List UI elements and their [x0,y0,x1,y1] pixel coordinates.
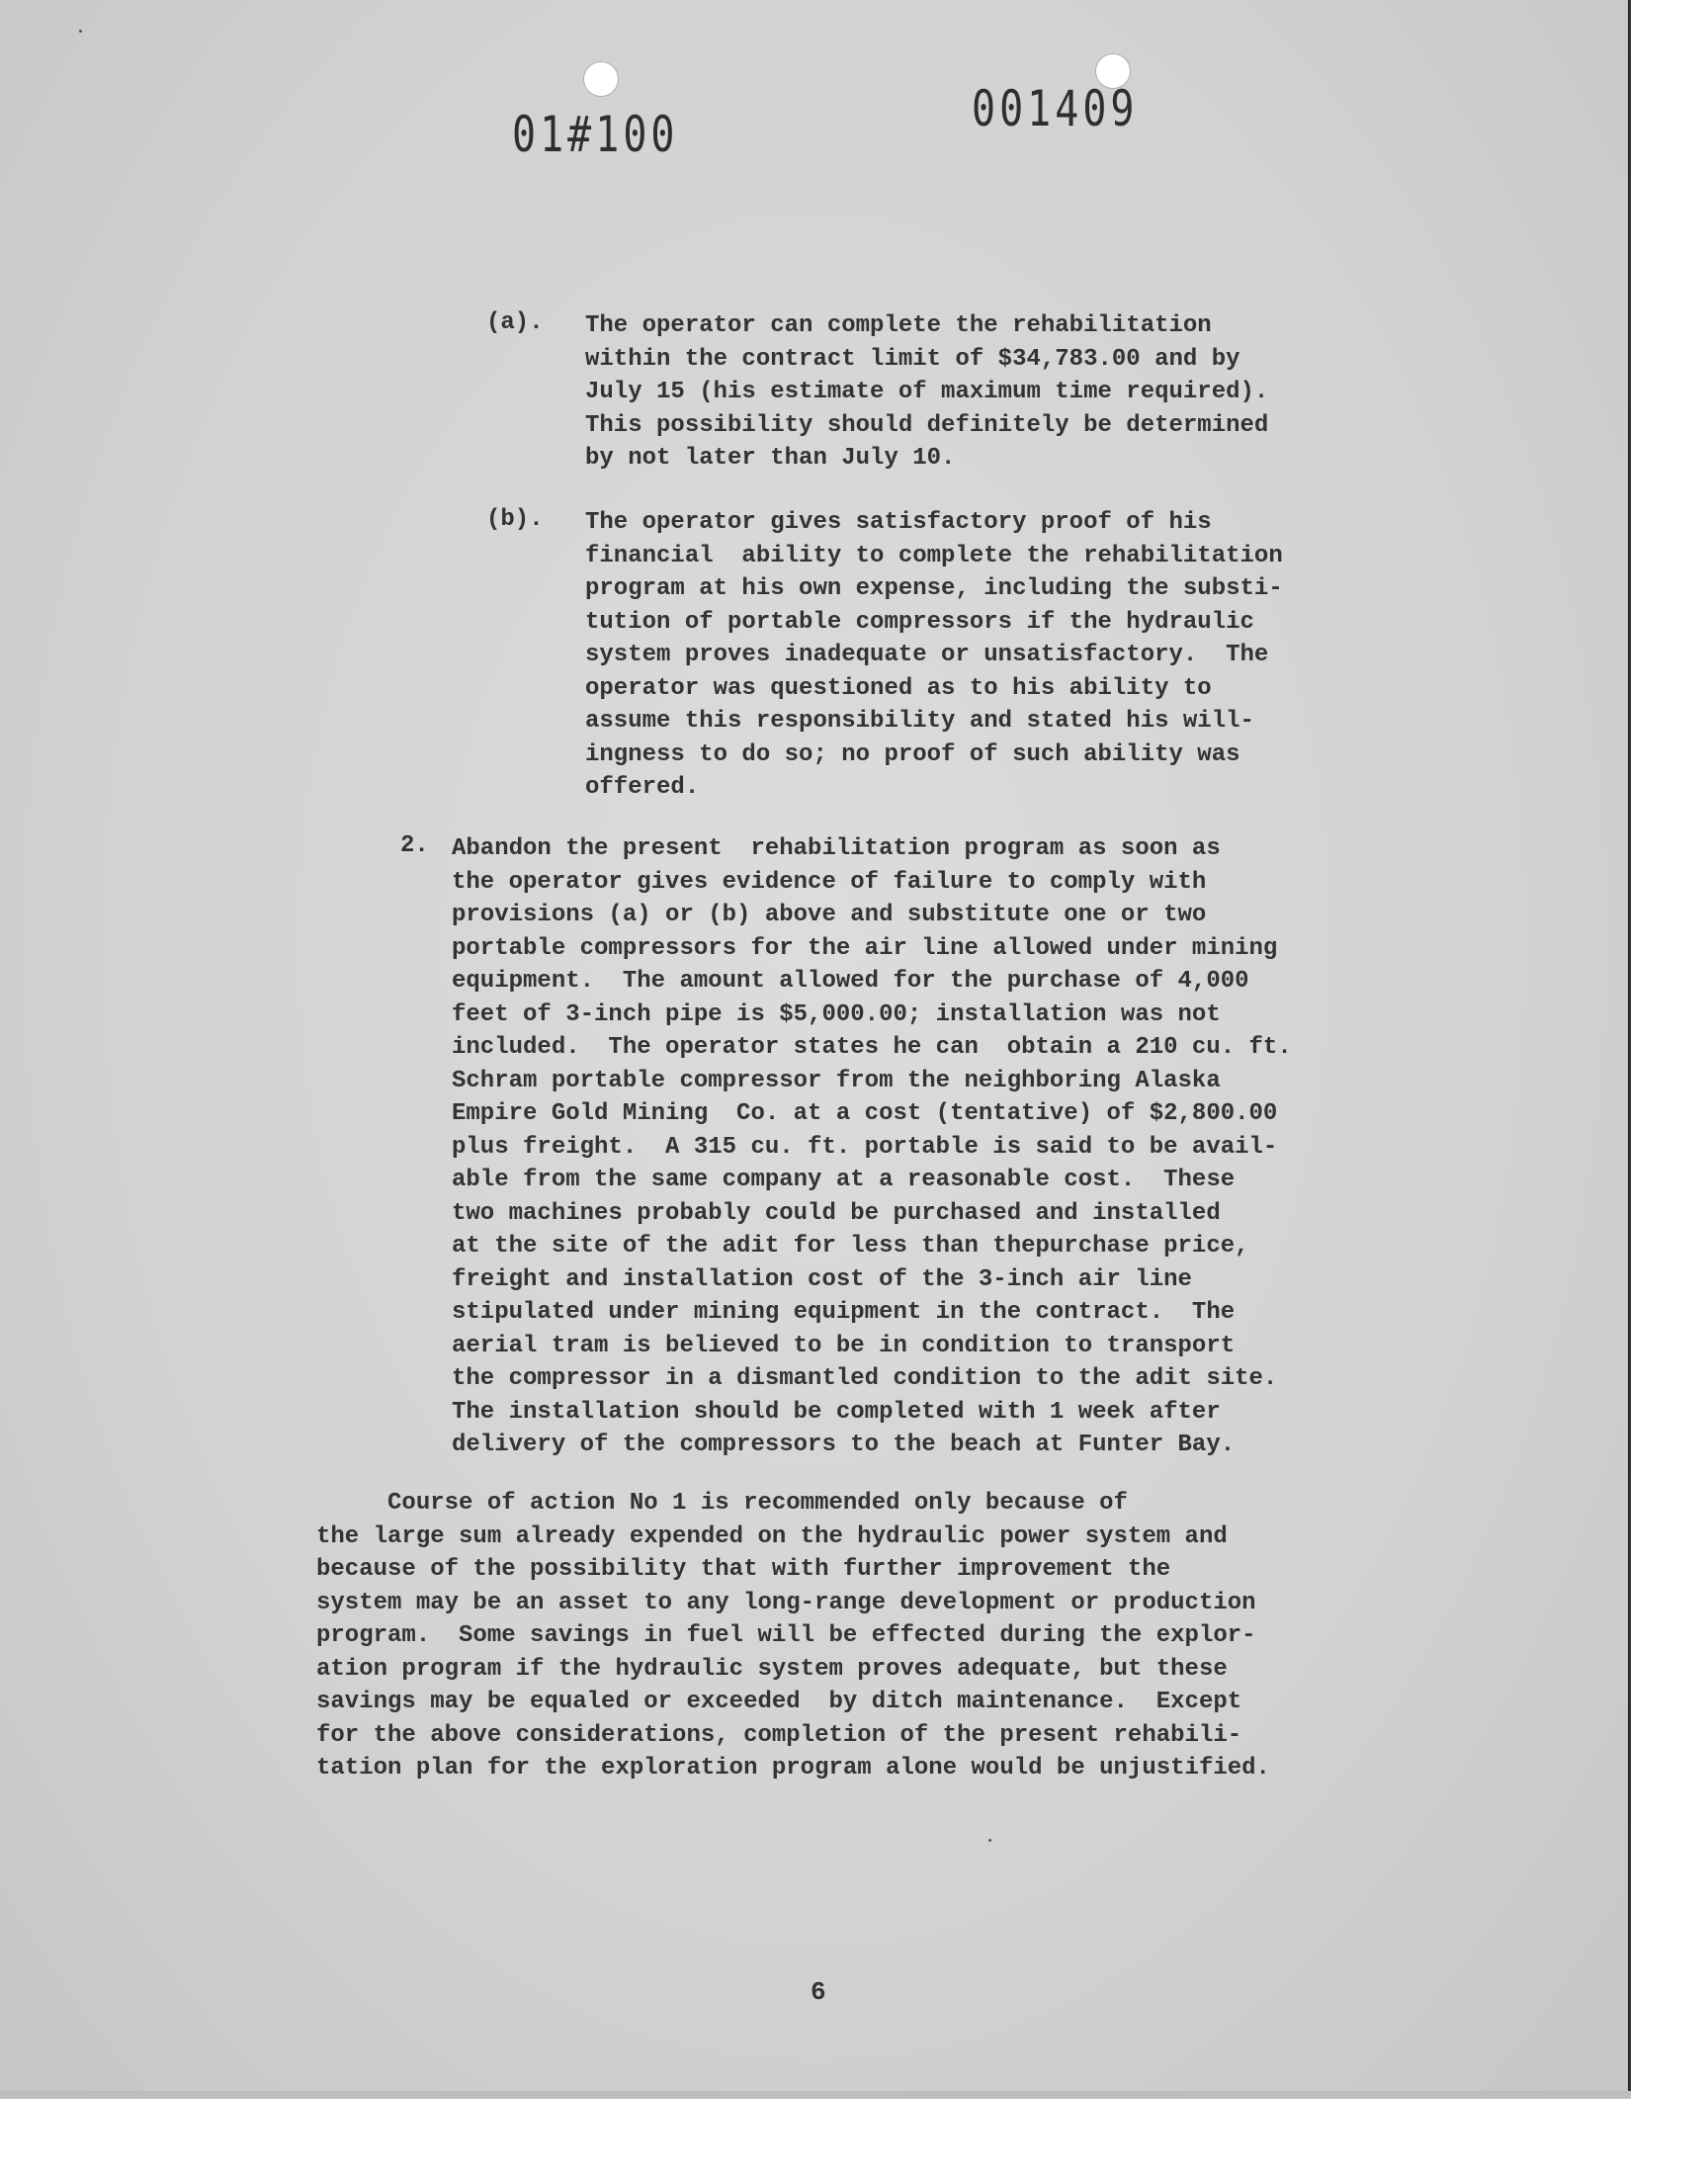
text-line: feet of 3-inch pipe is $5,000.00; installation was not [452,1000,1221,1028]
text-line: Schram portable compressor from the neighboring Alaska [452,1067,1221,1094]
text-line: aerial tram is believed to be in condition to transport [452,1332,1236,1359]
text-line: ation program if the hydraulic system proves adequate, but these [316,1655,1228,1683]
text-line: system may be an asset to any long-range development or production [316,1589,1256,1616]
item-b-marker: (b). [486,506,544,533]
text-line: program. Some savings in fuel will be effected during the explor- [316,1622,1256,1649]
text-line: for the above considerations, completion of the present rehabili- [316,1721,1242,1749]
text-line: at the site of the adit for less than thepurchase price, [452,1233,1249,1260]
text-line: Abandon the present rehabilitation program as soon as [452,835,1221,862]
page-number: 6 [811,1977,826,2007]
text-line: stipulated under mining equipment in the contract. The [452,1299,1236,1326]
text-line: the large sum already expended on the hydraulic power system and [316,1522,1228,1550]
text-line: July 15 (his estimate of maximum time required). [585,379,1269,405]
text-line: able from the same company at a reasonable cost. These [452,1167,1236,1193]
text-line: Empire Gold Mining Co. at a cost (tentative) of $2,800.00 [452,1100,1278,1127]
text-line: within the contract limit of $34,783.00 and by [585,345,1240,373]
text-line: The operator can complete the rehabilitation [585,312,1212,339]
item-2-marker: 2. [400,832,429,859]
page-bottom-edge [0,2091,1631,2099]
text-line: offered. [585,774,700,801]
text-line: because of the possibility that with further improvement the [316,1556,1171,1583]
item-a-marker: (a). [486,309,544,336]
text-line: delivery of the compressors to the beach at Funter Bay. [452,1432,1236,1458]
text-line: freight and installation cost of the 3-inch air line [452,1265,1192,1293]
text-line: program at his own expense, including the substi- [585,575,1283,602]
text-line: the operator gives evidence of failure to comply with [452,868,1207,896]
text-line: by not later than July 10. [585,445,956,472]
text-line: tation plan for the exploration program alone would be unjustified. [316,1755,1270,1782]
text-line: equipment. The amount allowed for the purchase of 4,000 [452,968,1249,995]
text-line: ingness to do so; no proof of such ability was [585,740,1240,768]
text-line: portable compressors for the air line allowed under mining [452,934,1278,962]
text-line: plus freight. A 315 cu. ft. portable is said to be avail- [452,1133,1278,1161]
text-line: The operator gives satisfactory proof of his [585,509,1212,536]
document-stamp-right: 001409 [972,81,1139,138]
text-line: financial ability to complete the rehabilitation [585,542,1283,569]
text-line: Course of action No 1 is recommended only because of [316,1490,1128,1517]
text-line: savings may be equaled or exceeded by ditch maintenance. Except [316,1689,1242,1715]
dust-speck [79,30,82,33]
text-line: assume this responsibility and stated his will- [585,708,1254,735]
text-line: provisions (a) or (b) above and substitute one or two [452,902,1207,928]
text-line: The installation should be completed with 1 week after [452,1398,1221,1426]
punch-hole-left [583,61,619,97]
text-line: included. The operator states he can obtain a 210 cu. ft. [452,1034,1292,1061]
document-stamp-left: 01#100 [512,107,679,164]
text-line: operator was questioned as to his ability to [585,674,1212,702]
text-line: the compressor in a dismantled condition to the adit site. [452,1365,1278,1392]
text-line: system proves inadequate or unsatisfactory. The [585,642,1269,668]
dust-speck [988,1839,991,1842]
text-line: This possibility should definitely be determined [585,411,1269,439]
text-line: two machines probably could be purchased and installed [452,1199,1221,1227]
text-line: tution of portable compressors if the hydraulic [585,608,1254,636]
